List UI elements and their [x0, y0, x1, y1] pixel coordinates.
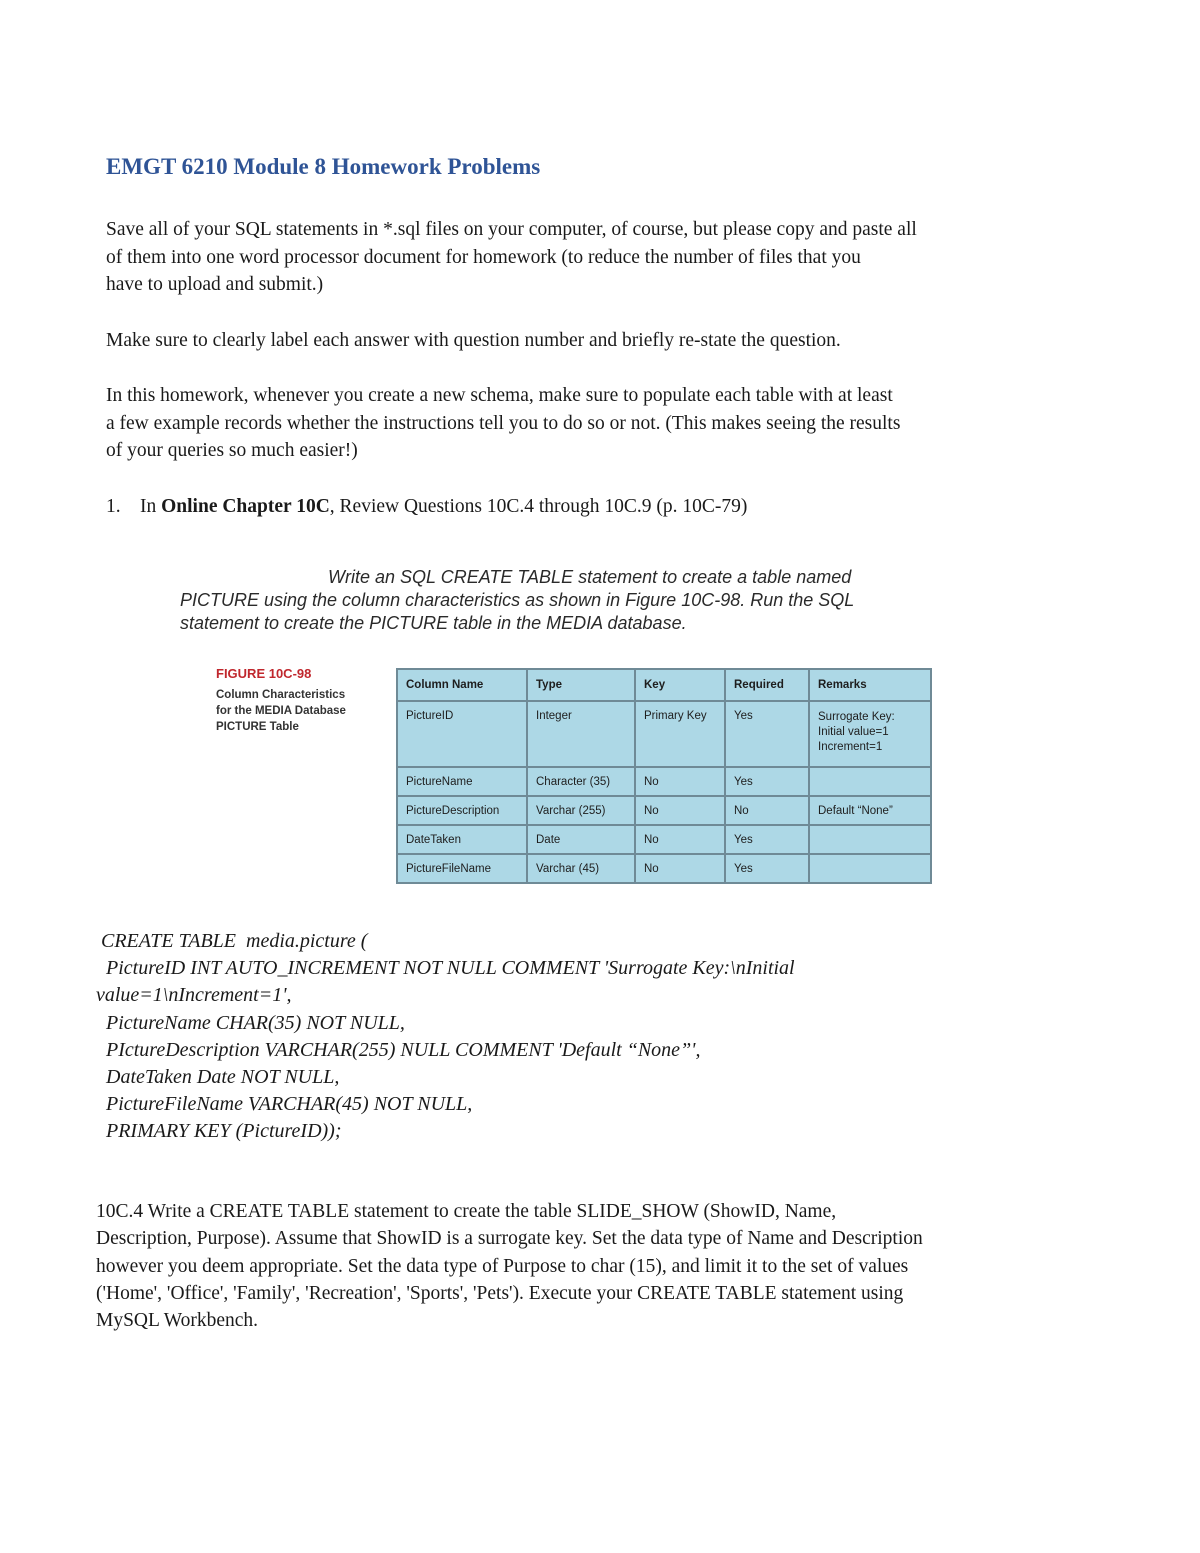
cell-key: No — [635, 854, 725, 883]
question-line: ('Home', 'Office', 'Family', 'Recreation', 'Sports', 'Pets'). Execute your CREATE TABLE statement using — [96, 1282, 904, 1304]
cell-required: Yes — [725, 825, 809, 854]
cell-required: Yes — [725, 767, 809, 796]
cell-column-name: PictureDescription — [397, 796, 527, 825]
header-remarks: Remarks — [809, 669, 931, 701]
figure-caption-text — [216, 687, 376, 735]
text-line: of your queries so much easier!) — [106, 440, 358, 461]
text-line: a few example records whether the instructions tell you to do so or not. (This makes seeing the results — [106, 412, 901, 434]
table-row — [397, 825, 931, 854]
question-line: Description, Purpose). Assume that ShowID is a surrogate key. Set the data type of Name and Description — [96, 1228, 923, 1250]
figure-instruction — [180, 566, 940, 635]
figure-caption — [216, 666, 376, 735]
cell-type: Date — [527, 825, 635, 854]
question-line: 10C.4 Write a CREATE TABLE statement to create the table SLIDE_SHOW (ShowID, Name, — [96, 1201, 837, 1222]
cell-column-name: PictureFileName — [397, 854, 527, 883]
caption-line: Column Characteristics — [216, 689, 346, 701]
cell-key: Primary Key — [635, 701, 725, 767]
label-instruction — [106, 327, 1106, 355]
sql-answer-code — [96, 928, 1106, 1146]
table-row — [397, 701, 931, 767]
list-number: 1. — [106, 496, 121, 517]
text-line: of them into one word processor document for homework (to reduce the number of files that you — [106, 246, 861, 268]
remark-line: Increment=1 — [818, 741, 883, 753]
remark-line: Surrogate Key: — [818, 711, 895, 723]
code-line: DateTaken Date NOT NULL, — [96, 1066, 340, 1089]
code-line: PictureName CHAR(35) NOT NULL, — [96, 1011, 405, 1034]
cell-remarks — [809, 767, 931, 796]
cell-remarks — [809, 825, 931, 854]
textbook-figure — [180, 566, 940, 886]
code-line: PIctureDescription VARCHAR(255) NULL COMMENT 'Default “None”', — [96, 1038, 701, 1061]
cell-column-name: PictureID — [397, 701, 527, 767]
table-row — [397, 854, 931, 883]
cell-required: No — [725, 796, 809, 825]
code-line: CREATE TABLE media.picture ( — [96, 930, 368, 952]
schema-paragraph — [106, 382, 1106, 465]
list-text-pre: In — [140, 496, 162, 517]
remark-line: Initial value=1 — [818, 726, 889, 738]
instruction-line: Write an SQL CREATE TABLE statement to create a table named — [328, 567, 852, 587]
text-line: have to upload and submit.) — [106, 274, 324, 295]
code-line: PRIMARY KEY (PictureID)); — [96, 1120, 342, 1143]
table-row — [397, 796, 931, 825]
text-line: In this homework, whenever you create a new schema, make sure to populate each table with at least — [106, 385, 893, 406]
table-header-row — [397, 669, 931, 701]
caption-line: PICTURE Table — [216, 721, 299, 733]
caption-line: for the MEDIA Database — [216, 705, 346, 717]
question-line: MySQL Workbench. — [96, 1310, 258, 1332]
header-type: Type — [527, 669, 635, 701]
question-10c4 — [96, 1198, 1106, 1334]
instruction-line: PICTURE using the column characteristics as shown in Figure 10C-98. Run the SQL — [180, 590, 855, 610]
list-item-1 — [106, 493, 747, 521]
page-title: EMGT 6210 Module 8 Homework Problems — [106, 154, 541, 179]
cell-type: Integer — [527, 701, 635, 767]
list-text-post: , Review Questions 10C.4 through 10C.9 (p. 10C-79) — [329, 496, 748, 517]
text-line: Make sure to clearly label each answer with question number and briefly re-state the question. — [106, 330, 841, 351]
header-key: Key — [635, 669, 725, 701]
chapter-reference: Online Chapter 10C — [161, 496, 330, 517]
cell-key: No — [635, 796, 725, 825]
instruction-line: statement to create the PICTURE table in the MEDIA database. — [180, 613, 687, 633]
intro-paragraph — [106, 216, 1106, 299]
code-line: value=1\nIncrement=1', — [96, 984, 292, 1007]
cell-required: Yes — [725, 854, 809, 883]
cell-column-name: PictureName — [397, 767, 527, 796]
cell-remarks — [809, 854, 931, 883]
cell-key: No — [635, 767, 725, 796]
column-characteristics-table — [396, 668, 932, 884]
code-line: PictureFileName VARCHAR(45) NOT NULL, — [96, 1093, 473, 1116]
figure-number: FIGURE 10C-98 — [216, 666, 312, 681]
header-column-name: Column Name — [397, 669, 527, 701]
cell-type: Varchar (45) — [527, 854, 635, 883]
cell-remarks: Default “None” — [809, 796, 931, 825]
cell-type: Varchar (255) — [527, 796, 635, 825]
code-line: PictureID INT AUTO_INCREMENT NOT NULL COMMENT 'Surrogate Key:\nInitial — [96, 957, 795, 980]
cell-column-name: DateTaken — [397, 825, 527, 854]
cell-type: Character (35) — [527, 767, 635, 796]
text-line: Save all of your SQL statements in *.sql files on your computer, of course, but please copy and paste all — [106, 219, 917, 240]
cell-remarks — [809, 701, 931, 767]
cell-required: Yes — [725, 701, 809, 767]
question-line: however you deem appropriate. Set the data type of Purpose to char (15), and limit it to the set of values — [96, 1255, 909, 1277]
cell-key: No — [635, 825, 725, 854]
table-row — [397, 767, 931, 796]
header-required: Required — [725, 669, 809, 701]
